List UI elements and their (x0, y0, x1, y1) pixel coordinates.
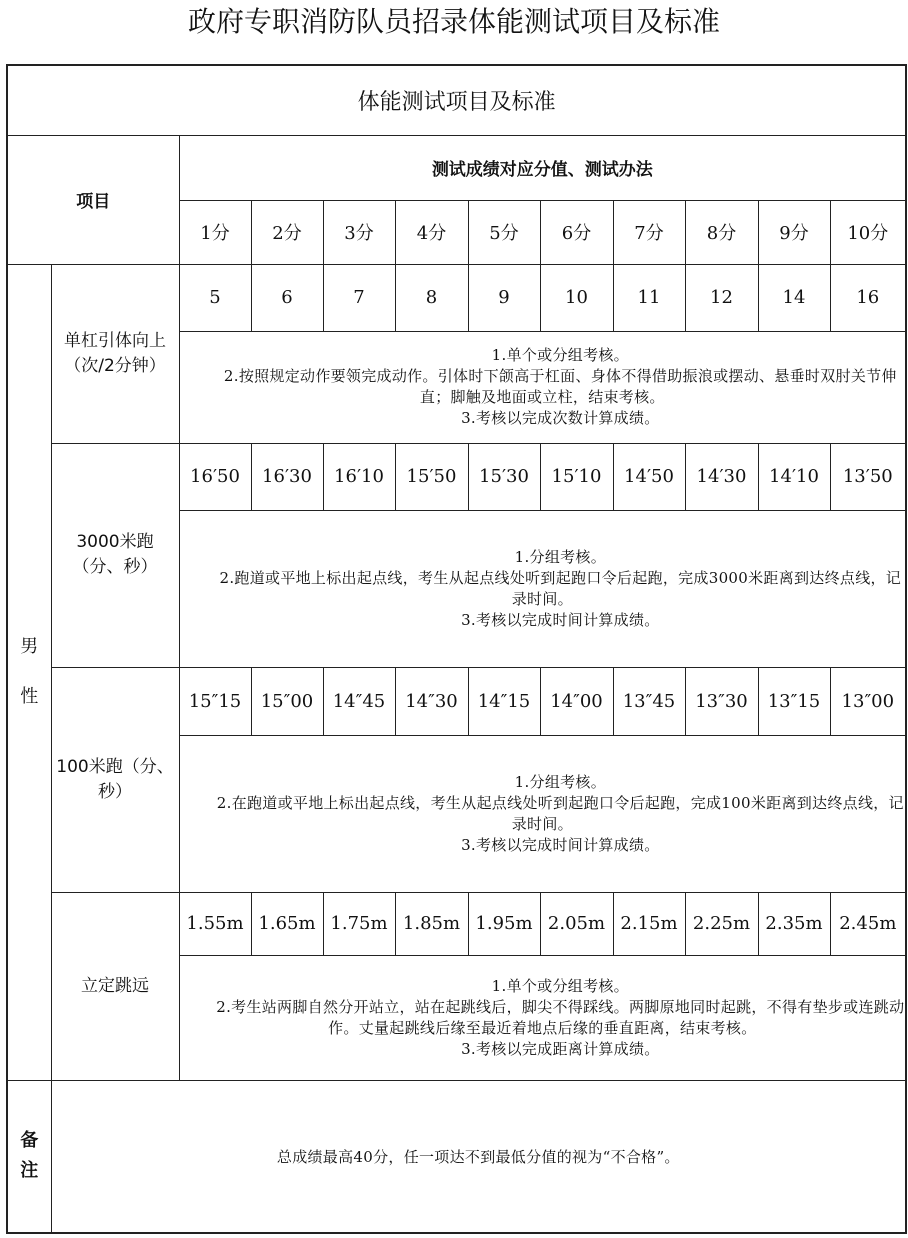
standard-value: 15′50 (395, 443, 468, 510)
score-header: 3分 (323, 200, 395, 264)
standard-value: 15″00 (251, 667, 323, 735)
standard-value: 8 (395, 264, 468, 331)
standard-value: 2.15m (613, 892, 685, 955)
method-line: 2.考生站两脚自然分开站立，站在起跳线后，脚尖不得踩线。两脚原地同时起跳，不得有垫步或连跳动作。丈量起跳线后缘至最近着地点后缘的垂直距离，结束考核。 (216, 997, 905, 1037)
standard-value: 16′50 (179, 443, 251, 510)
method-line: 2.跑道或平地上标出起点线，考生从起点线处听到起跑口令后起跑，完成3000米距离到达终点线，记录时间。 (219, 568, 902, 608)
page-title: 政府专职消防队员招录体能测试项目及标准 (187, 5, 720, 38)
method-line: 3.考核以完成距离计算成绩。 (461, 1039, 660, 1058)
standard-value: 2.45m (830, 892, 906, 955)
run100-values-row (7, 667, 906, 735)
standard-value: 15″15 (179, 667, 251, 735)
header-row (7, 135, 906, 200)
standard-value: 14 (758, 264, 830, 331)
standard-value: 16 (830, 264, 906, 331)
method-line: 1.分组考核。 (514, 772, 607, 791)
method-line: 2.按照规定动作要领完成动作。引体时下颌高于杠面、身体不得借助振浪或摆动、悬垂时双肘关节伸直；脚触及地面或立柱，结束考核。 (223, 367, 897, 406)
run3000-values-row (7, 443, 906, 510)
test-method-pullup (179, 331, 906, 443)
method-line: 3.考核以完成时间计算成绩。 (461, 835, 660, 854)
standard-value: 2.05m (540, 892, 613, 955)
score-header: 9分 (758, 200, 830, 264)
standard-value: 1.65m (251, 892, 323, 955)
standard-value: 1.95m (468, 892, 540, 955)
remark-row (7, 1080, 906, 1233)
method-line: 3.考核以完成次数计算成绩。 (461, 409, 660, 427)
standard-value: 13″45 (613, 667, 685, 735)
item-column-header: 项目 (7, 135, 179, 264)
standard-value: 14′30 (685, 443, 758, 510)
standard-value: 14″30 (395, 667, 468, 735)
standard-value: 6 (251, 264, 323, 331)
standard-value: 11 (613, 264, 685, 331)
standard-value: 16′10 (323, 443, 395, 510)
standard-value: 1.85m (395, 892, 468, 955)
standard-value: 7 (323, 264, 395, 331)
standard-value: 13″30 (685, 667, 758, 735)
score-header: 5分 (468, 200, 540, 264)
table-title-row (7, 65, 906, 135)
event-name-run100: 100米跑（分、秒） (51, 667, 179, 892)
table-title: 体能测试项目及标准 (7, 65, 906, 135)
standard-value: 5 (179, 264, 251, 331)
standards-table (6, 64, 907, 1234)
standard-value: 14″15 (468, 667, 540, 735)
test-method-run3000 (179, 510, 906, 667)
score-header: 4分 (395, 200, 468, 264)
score-header: 6分 (540, 200, 613, 264)
method-line: 1.分组考核。 (514, 547, 607, 566)
standard-value: 2.25m (685, 892, 758, 955)
standard-value: 13″15 (758, 667, 830, 735)
score-method-header: 测试成绩对应分值、测试办法 (179, 135, 906, 200)
standard-value: 14″45 (323, 667, 395, 735)
standard-value: 16′30 (251, 443, 323, 510)
score-header: 2分 (251, 200, 323, 264)
standard-value: 14′10 (758, 443, 830, 510)
pullup-values-row (7, 264, 906, 331)
standard-value: 14′50 (613, 443, 685, 510)
test-method-run100 (179, 735, 906, 892)
method-line: 2.在跑道或平地上标出起点线，考生从起点线处听到起跑口令后起跑，完成100米距离到达终点线，记录时间。 (216, 793, 904, 833)
score-header: 1分 (179, 200, 251, 264)
remark-text: 总成绩最高40分，任一项达不到最低分值的视为“不合格”。 (51, 1080, 906, 1233)
event-name-pullup: 单杠引体向上（次/2分钟） (51, 264, 179, 443)
event-name-standing-jump: 立定跳远 (51, 892, 179, 1080)
score-header: 8分 (685, 200, 758, 264)
standard-value: 1.75m (323, 892, 395, 955)
standard-value: 10 (540, 264, 613, 331)
score-header: 10分 (830, 200, 906, 264)
standard-value: 13′50 (830, 443, 906, 510)
standard-value: 1.55m (179, 892, 251, 955)
jump-values-row (7, 892, 906, 955)
standard-value: 13″00 (830, 667, 906, 735)
test-method-standing-jump (179, 955, 906, 1080)
standard-value: 2.35m (758, 892, 830, 955)
standard-value: 12 (685, 264, 758, 331)
standard-value: 15′10 (540, 443, 613, 510)
method-line: 3.考核以完成时间计算成绩。 (461, 610, 660, 629)
score-header: 7分 (613, 200, 685, 264)
sex-label: 男 性 (7, 264, 51, 1080)
event-name-run3000: 3000米跑（分、秒） (51, 443, 179, 667)
standard-value: 15′30 (468, 443, 540, 510)
standard-value: 9 (468, 264, 540, 331)
method-line: 1.单个或分组考核。 (491, 976, 629, 995)
remark-label: 备 注 (7, 1080, 51, 1233)
method-line: 1.单个或分组考核。 (491, 346, 629, 364)
standard-value: 14″00 (540, 667, 613, 735)
